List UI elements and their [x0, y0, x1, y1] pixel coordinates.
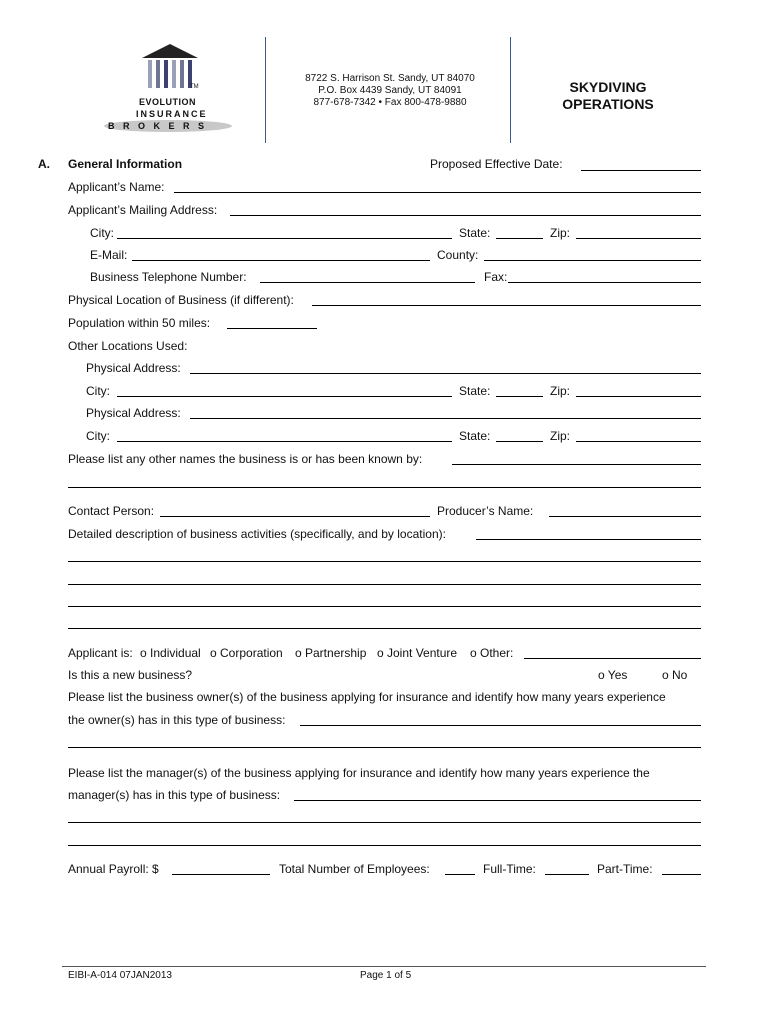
- county-label: County:: [437, 248, 479, 262]
- option-corporation[interactable]: o Corporation: [210, 646, 283, 660]
- option-joint-venture[interactable]: o Joint Venture: [377, 646, 458, 660]
- managers-label-continued: manager(s) has in this type of business:: [68, 788, 281, 802]
- proposed-effective-date-label: Proposed Effective Date:: [430, 157, 563, 171]
- state-label: State:: [459, 384, 491, 398]
- footer-rule: [62, 966, 706, 967]
- applicants-name-label: Applicant’s Name:: [68, 180, 165, 194]
- state-field[interactable]: [496, 238, 543, 239]
- applicants-name-field[interactable]: [174, 192, 701, 193]
- part-time-label: Part-Time:: [597, 862, 653, 876]
- zip-field[interactable]: [576, 396, 701, 397]
- other-locations-label: Other Locations Used:: [68, 339, 188, 353]
- full-time-label: Full-Time:: [483, 862, 536, 876]
- managers-field[interactable]: [294, 800, 701, 801]
- address-line: 8722 S. Harrison St. Sandy, UT 84070: [305, 73, 475, 84]
- section-letter: A.: [38, 157, 50, 171]
- other-names-field-continued[interactable]: [68, 487, 701, 488]
- full-time-field[interactable]: [545, 874, 589, 875]
- managers-field-continued[interactable]: [68, 845, 701, 846]
- title-line: SKYDIVING: [569, 79, 647, 95]
- option-yes[interactable]: o Yes: [598, 668, 628, 682]
- mailing-address-label: Applicant’s Mailing Address:: [68, 203, 218, 217]
- city-field[interactable]: [117, 441, 452, 442]
- page-number: Page 1 of 5: [360, 970, 412, 981]
- population-field[interactable]: [227, 328, 317, 329]
- trademark-mark: TM: [190, 84, 199, 90]
- form-id: EIBI-A-014 07JAN2013: [68, 970, 172, 981]
- fax-label: Fax:: [484, 270, 508, 284]
- other-names-label: Please list any other names the business is or has been known by:: [68, 452, 423, 466]
- producers-name-field[interactable]: [549, 516, 701, 517]
- email-field[interactable]: [132, 260, 430, 261]
- zip-field[interactable]: [576, 238, 701, 239]
- physical-address-field[interactable]: [190, 418, 701, 419]
- zip-label: Zip:: [550, 429, 571, 443]
- city-field[interactable]: [117, 396, 452, 397]
- city-field[interactable]: [117, 238, 452, 239]
- physical-address-label: Physical Address:: [86, 361, 181, 375]
- new-business-label: Is this a new business?: [68, 668, 193, 682]
- detailed-description-field-line[interactable]: [68, 606, 701, 607]
- proposed-effective-date-field[interactable]: [581, 170, 701, 171]
- owners-label: Please list the business owner(s) of the business applying for insurance and identify how many years experience: [68, 690, 666, 704]
- owners-label-continued: the owner(s) has in this type of business:: [68, 713, 286, 727]
- logo-word-brokers: B R O K E R S: [108, 121, 208, 131]
- zip-label: Zip:: [550, 226, 571, 240]
- managers-field-continued[interactable]: [68, 822, 701, 823]
- fax-field[interactable]: [508, 282, 701, 283]
- physical-location-field[interactable]: [312, 305, 701, 306]
- company-address: [270, 73, 510, 109]
- option-individual[interactable]: o Individual: [140, 646, 201, 660]
- email-label: E-Mail:: [90, 248, 128, 262]
- producers-name-label: Producer’s Name:: [437, 504, 534, 518]
- detailed-description-field[interactable]: [476, 539, 701, 540]
- contact-person-field[interactable]: [160, 516, 430, 517]
- managers-label: Please list the manager(s) of the business applying for insurance and identify how many years experience the: [68, 766, 650, 780]
- county-field[interactable]: [484, 260, 701, 261]
- detailed-description-field-line[interactable]: [68, 561, 701, 562]
- header-divider-right: [510, 37, 511, 143]
- city-label: City:: [86, 384, 110, 398]
- section-heading: General Information: [68, 157, 183, 171]
- option-no[interactable]: o No: [662, 668, 688, 682]
- address-line: 877-678-7342 • Fax 800-478-9880: [313, 97, 467, 108]
- city-label: City:: [86, 429, 110, 443]
- business-phone-field[interactable]: [260, 282, 475, 283]
- zip-field[interactable]: [576, 441, 701, 442]
- zip-label: Zip:: [550, 384, 571, 398]
- logo-word-insurance: INSURANCE: [136, 109, 208, 119]
- detailed-description-label: Detailed description of business activities (specifically, and by location):: [68, 527, 446, 541]
- contact-person-label: Contact Person:: [68, 504, 155, 518]
- business-phone-label: Business Telephone Number:: [90, 270, 247, 284]
- option-other[interactable]: o Other:: [470, 646, 514, 660]
- state-label: State:: [459, 429, 491, 443]
- physical-location-label: Physical Location of Business (if different):: [68, 293, 294, 307]
- total-employees-label: Total Number of Employees:: [279, 862, 430, 876]
- form-title: [528, 79, 688, 113]
- physical-address-label: Physical Address:: [86, 406, 181, 420]
- annual-payroll-field[interactable]: [172, 874, 270, 875]
- logo-word-evolution: EVOLUTION: [139, 97, 197, 107]
- annual-payroll-label: Annual Payroll: $: [68, 862, 159, 876]
- city-label: City:: [90, 226, 114, 240]
- mailing-address-field[interactable]: [230, 215, 701, 216]
- other-names-field[interactable]: [452, 464, 701, 465]
- total-employees-field[interactable]: [445, 874, 475, 875]
- population-label: Population within 50 miles:: [68, 316, 211, 330]
- state-label: State:: [459, 226, 491, 240]
- header-divider-left: [265, 37, 266, 143]
- detailed-description-field-line[interactable]: [68, 584, 701, 585]
- state-field[interactable]: [496, 441, 543, 442]
- physical-address-field[interactable]: [190, 373, 701, 374]
- owners-field-continued[interactable]: [68, 747, 701, 748]
- title-line: OPERATIONS: [562, 96, 654, 112]
- detailed-description-field-line[interactable]: [68, 628, 701, 629]
- address-line: P.O. Box 4439 Sandy, UT 84091: [318, 85, 462, 96]
- other-type-field[interactable]: [524, 658, 701, 659]
- option-partnership[interactable]: o Partnership: [295, 646, 367, 660]
- owners-field[interactable]: [300, 725, 701, 726]
- applicant-is-label: Applicant is:: [68, 646, 133, 660]
- state-field[interactable]: [496, 396, 543, 397]
- part-time-field[interactable]: [662, 874, 701, 875]
